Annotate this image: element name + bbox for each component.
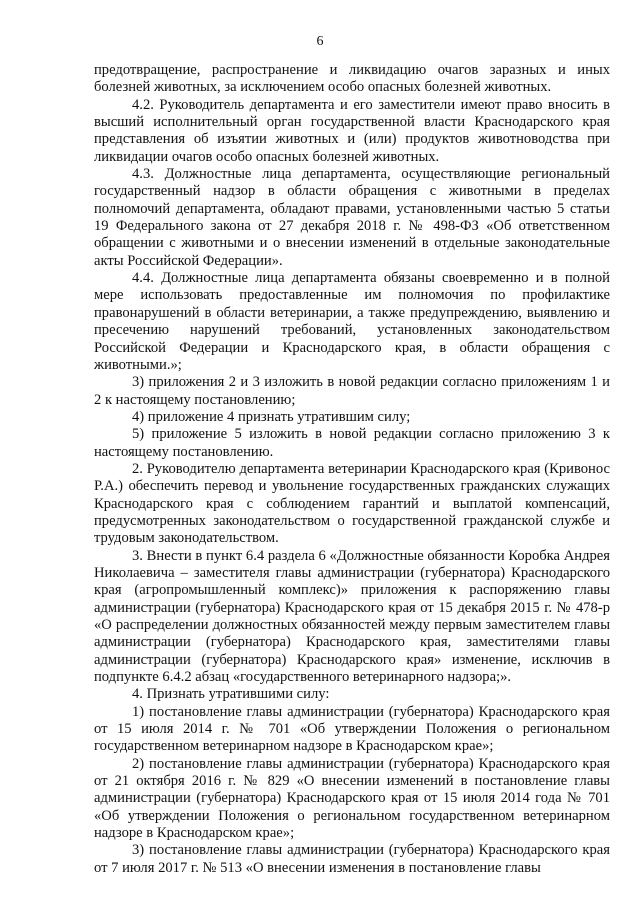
paragraph-repeal-2: 2) постановление главы администрации (губернатора) Краснодарского края от 21 октября 2016 г. № 829 «О внесении изменений в постановление главы администрации (губернатора) Краснодарского края от 15 июля 2014 года № 701 «Об утверждении Положения о региональном государственном ветеринарном надзоре в Краснодарском крае»; — [94, 755, 610, 842]
page-number: 6 — [316, 34, 324, 49]
paragraph-section-4: 4. Признать утратившими силу: — [132, 686, 330, 703]
paragraph-repeal-3: 3) постановление главы администрации (губернатора) Краснодарского края от 7 июля 2017 г. № 513 «О внесении изменения в постановление главы — [94, 842, 610, 876]
paragraph-4-3: 4.3. Должностные лица департамента, осуществляющие региональный государственный надзор в области обращения с животными в пределах полномочий департамента, обладают правами, установленными частью 5 статьи 19 Федерального закона от 27 декабря 2018 г. № 498-ФЗ «Об ответственном обращении с животными и о внесении изменений в отдельные законодательные акты Российской Федерации». — [94, 166, 610, 269]
paragraph-section-2: 2. Руководителю департамента ветеринарии Краснодарского края (Кривонос Р.А.) обеспечить перевод и увольнение государственных гражданских служащих Краснодарского края с соблюдением гарантий и выплатой компенсаций, предусмотренных законодательством о государственной гражданской службе и трудовым законодательством. — [94, 460, 610, 547]
paragraph-4-2: 4.2. Руководитель департамента и его заместители имеют право вносить в высший исполнительный орган государственной власти Краснодарского края представления об изъятии животных и (или) продуктов животноводства при ликвидации очагов особо опасных болезней животных. — [94, 96, 610, 165]
paragraph-continuation: предотвращение, распространение и ликвидацию очагов заразных и иных болезней животных, за исключением особо опасных болезней животных. — [94, 62, 610, 96]
paragraph-section-3: 3. Внести в пункт 6.4 раздела 6 «Должностные обязанности Коробка Андрея Николаевича – заместителя главы администрации (губернатора) Краснодарского края (агропромышленный комплекс)» приложения к распоряжению главы администрации (губернатора) Краснодарского края от 15 декабря 2015 г. № 478-р «О распределении должностных обязанностей между первым заместителем главы администрации (губернатора) Краснодарского края, заместителями главы администрации (губернатора) Краснодарского края» изменение, исключив в подпункте 6.4.2 абзац «государственного ветеринарного надзора;». — [94, 547, 610, 686]
paragraph-item-3: 3) приложения 2 и 3 изложить в новой редакции согласно приложениям 1 и 2 к настоящему постановлению; — [94, 374, 610, 408]
paragraph-item-4: 4) приложение 4 признать утратившим силу; — [132, 408, 411, 425]
paragraph-repeal-1: 1) постановление главы администрации (губернатора) Краснодарского края от 15 июля 2014 г. № 701 «Об утверждении Положения о региональном государственном ветеринарном надзоре в Краснодарском крае»; — [94, 703, 610, 755]
paragraph-4-4: 4.4. Должностные лица департамента обязаны своевременно и в полной мере использовать предоставленные им полномочия по профилактике правонарушений в области ветеринарии, а также предупреждению, выявлению и пресечению нарушений требований, установленных законодательством Российской Федерации и Краснодарского края, в области обращения с животными.»; — [94, 270, 610, 373]
document-body — [94, 62, 610, 877]
paragraph-item-5: 5) приложение 5 изложить в новой редакции согласно приложению 3 к настоящему постановлению. — [94, 426, 610, 460]
